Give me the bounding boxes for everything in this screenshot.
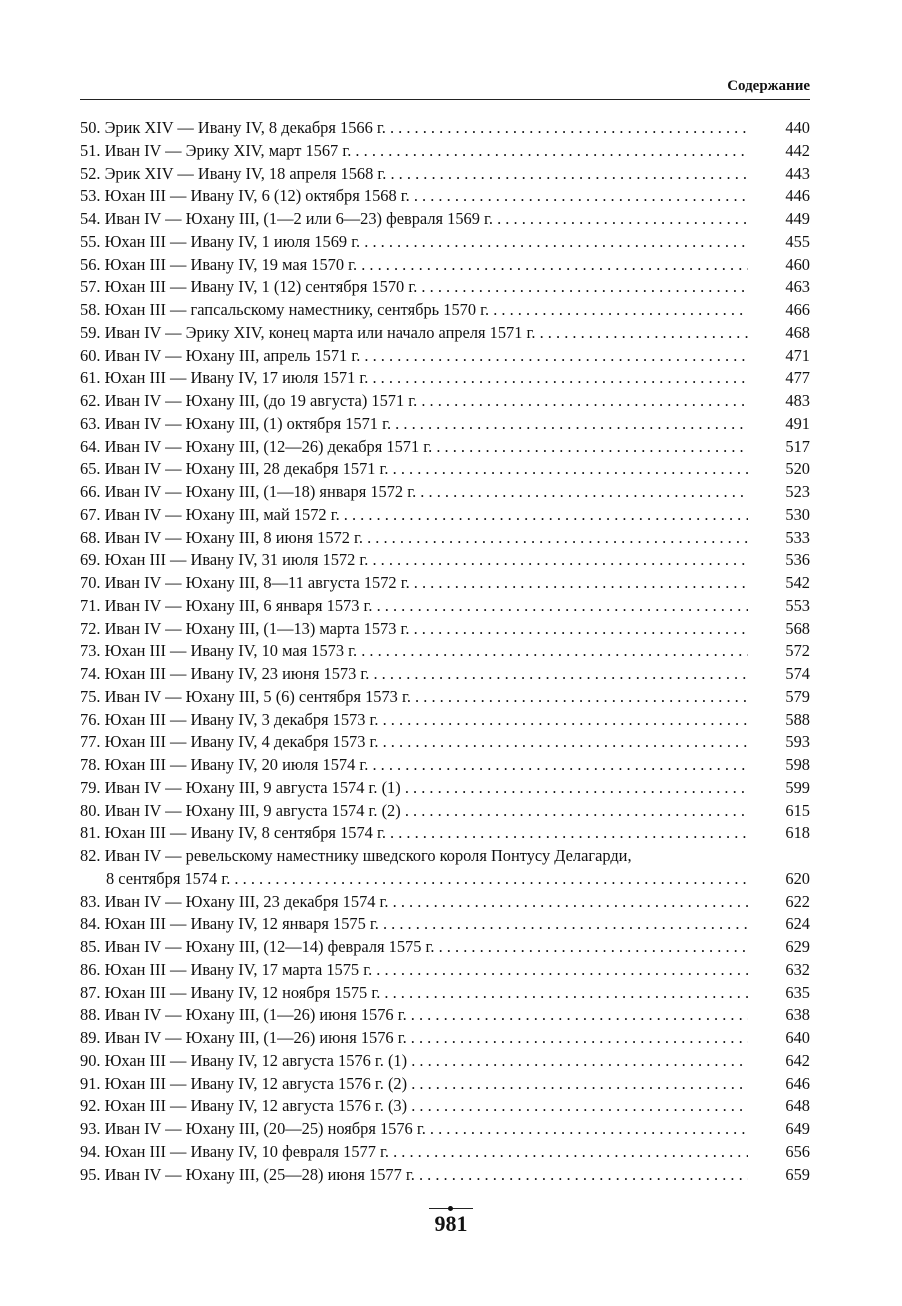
toc-entry-page: 455 — [785, 231, 810, 251]
toc-entry-page: 638 — [785, 1005, 810, 1025]
toc-entry-title: 68. Иван IV — Юхану III, 8 июня 1572 г. . . . — [80, 527, 748, 550]
toc-entry — [80, 913, 810, 936]
toc-entry — [80, 458, 810, 481]
toc-entry — [80, 185, 810, 208]
toc-entry-page: 642 — [785, 1050, 810, 1070]
toc-entry-page: 593 — [785, 732, 810, 752]
toc-entry-title: 85. Иван IV — Юхану III, (12—14) февраля 1575 г. . . . — [80, 936, 748, 959]
toc-entry-page: 471 — [785, 345, 810, 365]
toc-entry-title: 56. Юхан III — Ивану IV, 19 мая 1570 г. . . . — [80, 254, 748, 277]
toc-entry-page: 520 — [785, 459, 810, 479]
toc-entry — [80, 709, 810, 732]
toc-entry-page: 624 — [785, 914, 810, 934]
toc-entry — [80, 276, 810, 299]
toc-entry-page: 468 — [785, 322, 810, 342]
toc-entry-title: 90. Юхан III — Ивану IV, 12 августа 1576 г. (1) . . . — [80, 1050, 748, 1073]
toc-entry-page: 463 — [785, 277, 810, 297]
page-number: 981 — [434, 1211, 468, 1236]
toc-entry — [80, 436, 810, 459]
toc-entry — [80, 549, 810, 572]
table-of-contents — [80, 117, 810, 1186]
folio — [0, 1208, 902, 1237]
toc-entry-page: 599 — [785, 777, 810, 797]
toc-entry-title: 92. Юхан III — Ивану IV, 12 августа 1576 г. (3) . . . — [80, 1095, 748, 1118]
toc-entry-title: 79. Иван IV — Юхану III, 9 августа 1574 г. (1) . . . — [80, 777, 748, 800]
toc-entry-page: 449 — [785, 209, 810, 228]
toc-entry-title: 83. Иван IV — Юхану III, 23 декабря 1574 г. . . . — [80, 891, 748, 914]
toc-entry-page: 517 — [785, 436, 810, 456]
toc-entry-title: 55. Юхан III — Ивану IV, 1 июля 1569 г. . . . — [80, 231, 748, 254]
toc-entry-title: 51. Иван IV — Эрику XIV, март 1567 г. . . . — [80, 140, 748, 163]
toc-entry — [80, 504, 810, 527]
toc-entry-page: 572 — [785, 641, 810, 661]
toc-entry-page: 622 — [785, 891, 810, 911]
toc-entry — [80, 731, 810, 754]
toc-entry-title: 59. Иван IV — Эрику XIV, конец марта или начало апреля 1571 г. . . . — [80, 322, 748, 345]
toc-entry-title: 64. Иван IV — Юхану III, (12—26) декабря 1571 г. . . . — [80, 436, 748, 459]
toc-entry — [80, 527, 810, 550]
toc-entry — [80, 1050, 810, 1073]
toc-entry-page: 523 — [785, 482, 810, 501]
toc-entry-title: 50. Эрик XIV — Ивану IV, 8 декабря 1566 г. . . . — [80, 117, 748, 140]
toc-entry-title: 67. Иван IV — Юхану III, май 1572 г. . . . — [80, 504, 748, 527]
toc-entry-page: 598 — [785, 755, 810, 774]
toc-entry-title: 81. Юхан III — Ивану IV, 8 сентября 1574 г. . . . — [80, 822, 748, 845]
toc-entry-page: 440 — [785, 118, 810, 137]
toc-entry-title: 65. Иван IV — Юхану III, 28 декабря 1571 г. . . . — [80, 458, 748, 481]
toc-entry-page: 491 — [785, 413, 810, 433]
toc-entry-title: 80. Иван IV — Юхану III, 9 августа 1574 г. (2) . . . — [80, 800, 748, 823]
toc-entry — [80, 390, 810, 413]
toc-entry — [80, 299, 810, 322]
toc-entry-page: 533 — [785, 527, 810, 547]
toc-entry — [80, 1118, 810, 1141]
toc-entry-page: 659 — [785, 1164, 810, 1184]
toc-entry-page: 477 — [785, 368, 810, 388]
toc-entry — [80, 1095, 810, 1118]
folio-ornament — [429, 1208, 473, 1209]
toc-entry — [80, 481, 810, 504]
toc-entry-title: 63. Иван IV — Юхану III, (1) октября 1571 г. . . . — [80, 413, 748, 436]
toc-entry-page: 618 — [785, 823, 810, 843]
toc-entry-title: 77. Юхан III — Ивану IV, 4 декабря 1573 г. . . . — [80, 731, 748, 754]
toc-entry-page: 648 — [785, 1096, 810, 1116]
toc-entry-page: 568 — [785, 618, 810, 638]
toc-entry — [80, 572, 810, 595]
toc-entry-page: 632 — [785, 959, 810, 979]
toc-entry-title: 52. Эрик XIV — Ивану IV, 18 апреля 1568 г. . . . — [80, 163, 748, 186]
toc-entry-page: 542 — [785, 573, 810, 592]
toc-entry-title: 54. Иван IV — Юхану III, (1—2 или 6—23) февраля 1569 г. . . . — [80, 208, 748, 231]
toc-entry-title: 84. Юхан III — Ивану IV, 12 января 1575 г. . . . — [80, 913, 748, 936]
toc-entry — [80, 322, 810, 345]
toc-entry-title: 86. Юхан III — Ивану IV, 17 марта 1575 г. . . . — [80, 959, 748, 982]
toc-entry — [80, 982, 810, 1005]
toc-entry-title: 91. Юхан III — Ивану IV, 12 августа 1576 г. (2) . . . — [80, 1073, 748, 1096]
toc-entry — [80, 254, 810, 277]
toc-entry — [80, 686, 810, 709]
toc-entry-title: 69. Юхан III — Ивану IV, 31 июля 1572 г. . . . — [80, 549, 748, 572]
toc-entry-title: 76. Юхан III — Ивану IV, 3 декабря 1573 г. . . . — [80, 709, 748, 732]
toc-entry-title: 87. Юхан III — Ивану IV, 12 ноября 1575 г. . . . — [80, 982, 748, 1005]
toc-entry-page: 588 — [785, 709, 810, 729]
toc-entry-title: 72. Иван IV — Юхану III, (1—13) марта 1573 г. . . . — [80, 618, 748, 641]
toc-entry — [80, 1027, 810, 1050]
toc-entry-page: 553 — [785, 595, 810, 615]
toc-entry — [80, 822, 810, 845]
header-rule — [80, 99, 810, 100]
toc-entry-title: 82. Иван IV — ревельскому наместнику шведского короля Понтусу Делагарди, — [80, 846, 632, 865]
toc-entry-title: 62. Иван IV — Юхану III, (до 19 августа) 1571 г. . . . — [80, 390, 748, 413]
toc-entry-page: 460 — [785, 254, 810, 274]
toc-entry — [80, 1073, 810, 1096]
toc-entry-title: 58. Юхан III — гапсальскому наместнику, сентябрь 1570 г. . . . — [80, 299, 748, 322]
toc-entry — [80, 1141, 810, 1164]
toc-entry — [80, 367, 810, 390]
toc-entry-page: 620 — [785, 868, 810, 888]
toc-entry-title: 88. Иван IV — Юхану III, (1—26) июня 1576 г. . . . — [80, 1004, 748, 1027]
toc-entry-title: 53. Юхан III — Ивану IV, 6 (12) октября 1568 г. . . . — [80, 185, 748, 208]
toc-entry — [80, 891, 810, 914]
toc-entry-page: 536 — [785, 550, 810, 570]
toc-entry-page: 466 — [785, 300, 810, 319]
toc-entry — [80, 208, 810, 231]
toc-entry — [80, 413, 810, 436]
toc-entry — [80, 595, 810, 618]
toc-entry-page: 656 — [785, 1141, 810, 1161]
toc-entry — [80, 163, 810, 186]
toc-entry-title: 57. Юхан III — Ивану IV, 1 (12) сентября 1570 г. . . . — [80, 276, 748, 299]
toc-entry-page: 640 — [785, 1028, 810, 1047]
toc-entry-page: 646 — [785, 1073, 810, 1093]
toc-entry — [80, 640, 810, 663]
toc-entry — [80, 117, 810, 140]
toc-entry-title: 78. Юхан III — Ивану IV, 20 июля 1574 г. . . . — [80, 754, 748, 777]
toc-entry-title: 66. Иван IV — Юхану III, (1—18) января 1572 г. . . . — [80, 481, 748, 504]
toc-entry-title: 73. Юхан III — Ивану IV, 10 мая 1573 г. . . . — [80, 640, 748, 663]
toc-entry — [80, 777, 810, 800]
toc-entry — [80, 959, 810, 982]
toc-entry-page: 483 — [785, 391, 810, 410]
toc-entry-title: 89. Иван IV — Юхану III, (1—26) июня 1576 г. . . . — [80, 1027, 748, 1050]
toc-entry — [80, 618, 810, 641]
toc-entry-page: 649 — [785, 1119, 810, 1138]
toc-entry-page: 629 — [785, 937, 810, 956]
toc-entry-title: 60. Иван IV — Юхану III, апрель 1571 г. . . . — [80, 345, 748, 368]
toc-entry-page: 579 — [785, 686, 810, 706]
toc-entry-title: 70. Иван IV — Юхану III, 8—11 августа 1572 г. . . . — [80, 572, 748, 595]
toc-entry-title-continued: 8 сентября 1574 г. . . . — [106, 868, 748, 891]
toc-entry — [80, 754, 810, 777]
toc-entry-page: 443 — [785, 163, 810, 183]
toc-entry — [80, 936, 810, 959]
toc-entry — [80, 345, 810, 368]
toc-entry-title: 71. Иван IV — Юхану III, 6 января 1573 г. . . . — [80, 595, 748, 618]
toc-entry — [80, 231, 810, 254]
toc-entry-page: 635 — [785, 982, 810, 1002]
toc-entry — [80, 140, 810, 163]
toc-entry — [80, 663, 810, 686]
toc-entry-page: 615 — [785, 800, 810, 820]
toc-entry-title: 93. Иван IV — Юхану III, (20—25) ноября 1576 г. . . . — [80, 1118, 748, 1141]
toc-entry — [80, 800, 810, 823]
toc-entry-page: 442 — [785, 140, 810, 160]
toc-entry-title: 95. Иван IV — Юхану III, (25—28) июня 1577 г. . . . — [80, 1164, 748, 1187]
toc-entry-title: 75. Иван IV — Юхану III, 5 (6) сентября 1573 г. . . . — [80, 686, 748, 709]
toc-entry-title: 61. Юхан III — Ивану IV, 17 июля 1571 г. . . . — [80, 367, 748, 390]
toc-entry-title: 94. Юхан III — Ивану IV, 10 февраля 1577 г. . . . — [80, 1141, 748, 1164]
toc-entry-page: 574 — [785, 664, 810, 683]
toc-entry — [80, 845, 810, 891]
toc-entry — [80, 1004, 810, 1027]
running-head: Содержание — [727, 78, 810, 94]
toc-entry-page: 530 — [785, 504, 810, 524]
toc-entry-page: 446 — [785, 186, 810, 206]
toc-entry — [80, 1164, 810, 1187]
toc-entry-title: 74. Юхан III — Ивану IV, 23 июня 1573 г. . . . — [80, 663, 748, 686]
